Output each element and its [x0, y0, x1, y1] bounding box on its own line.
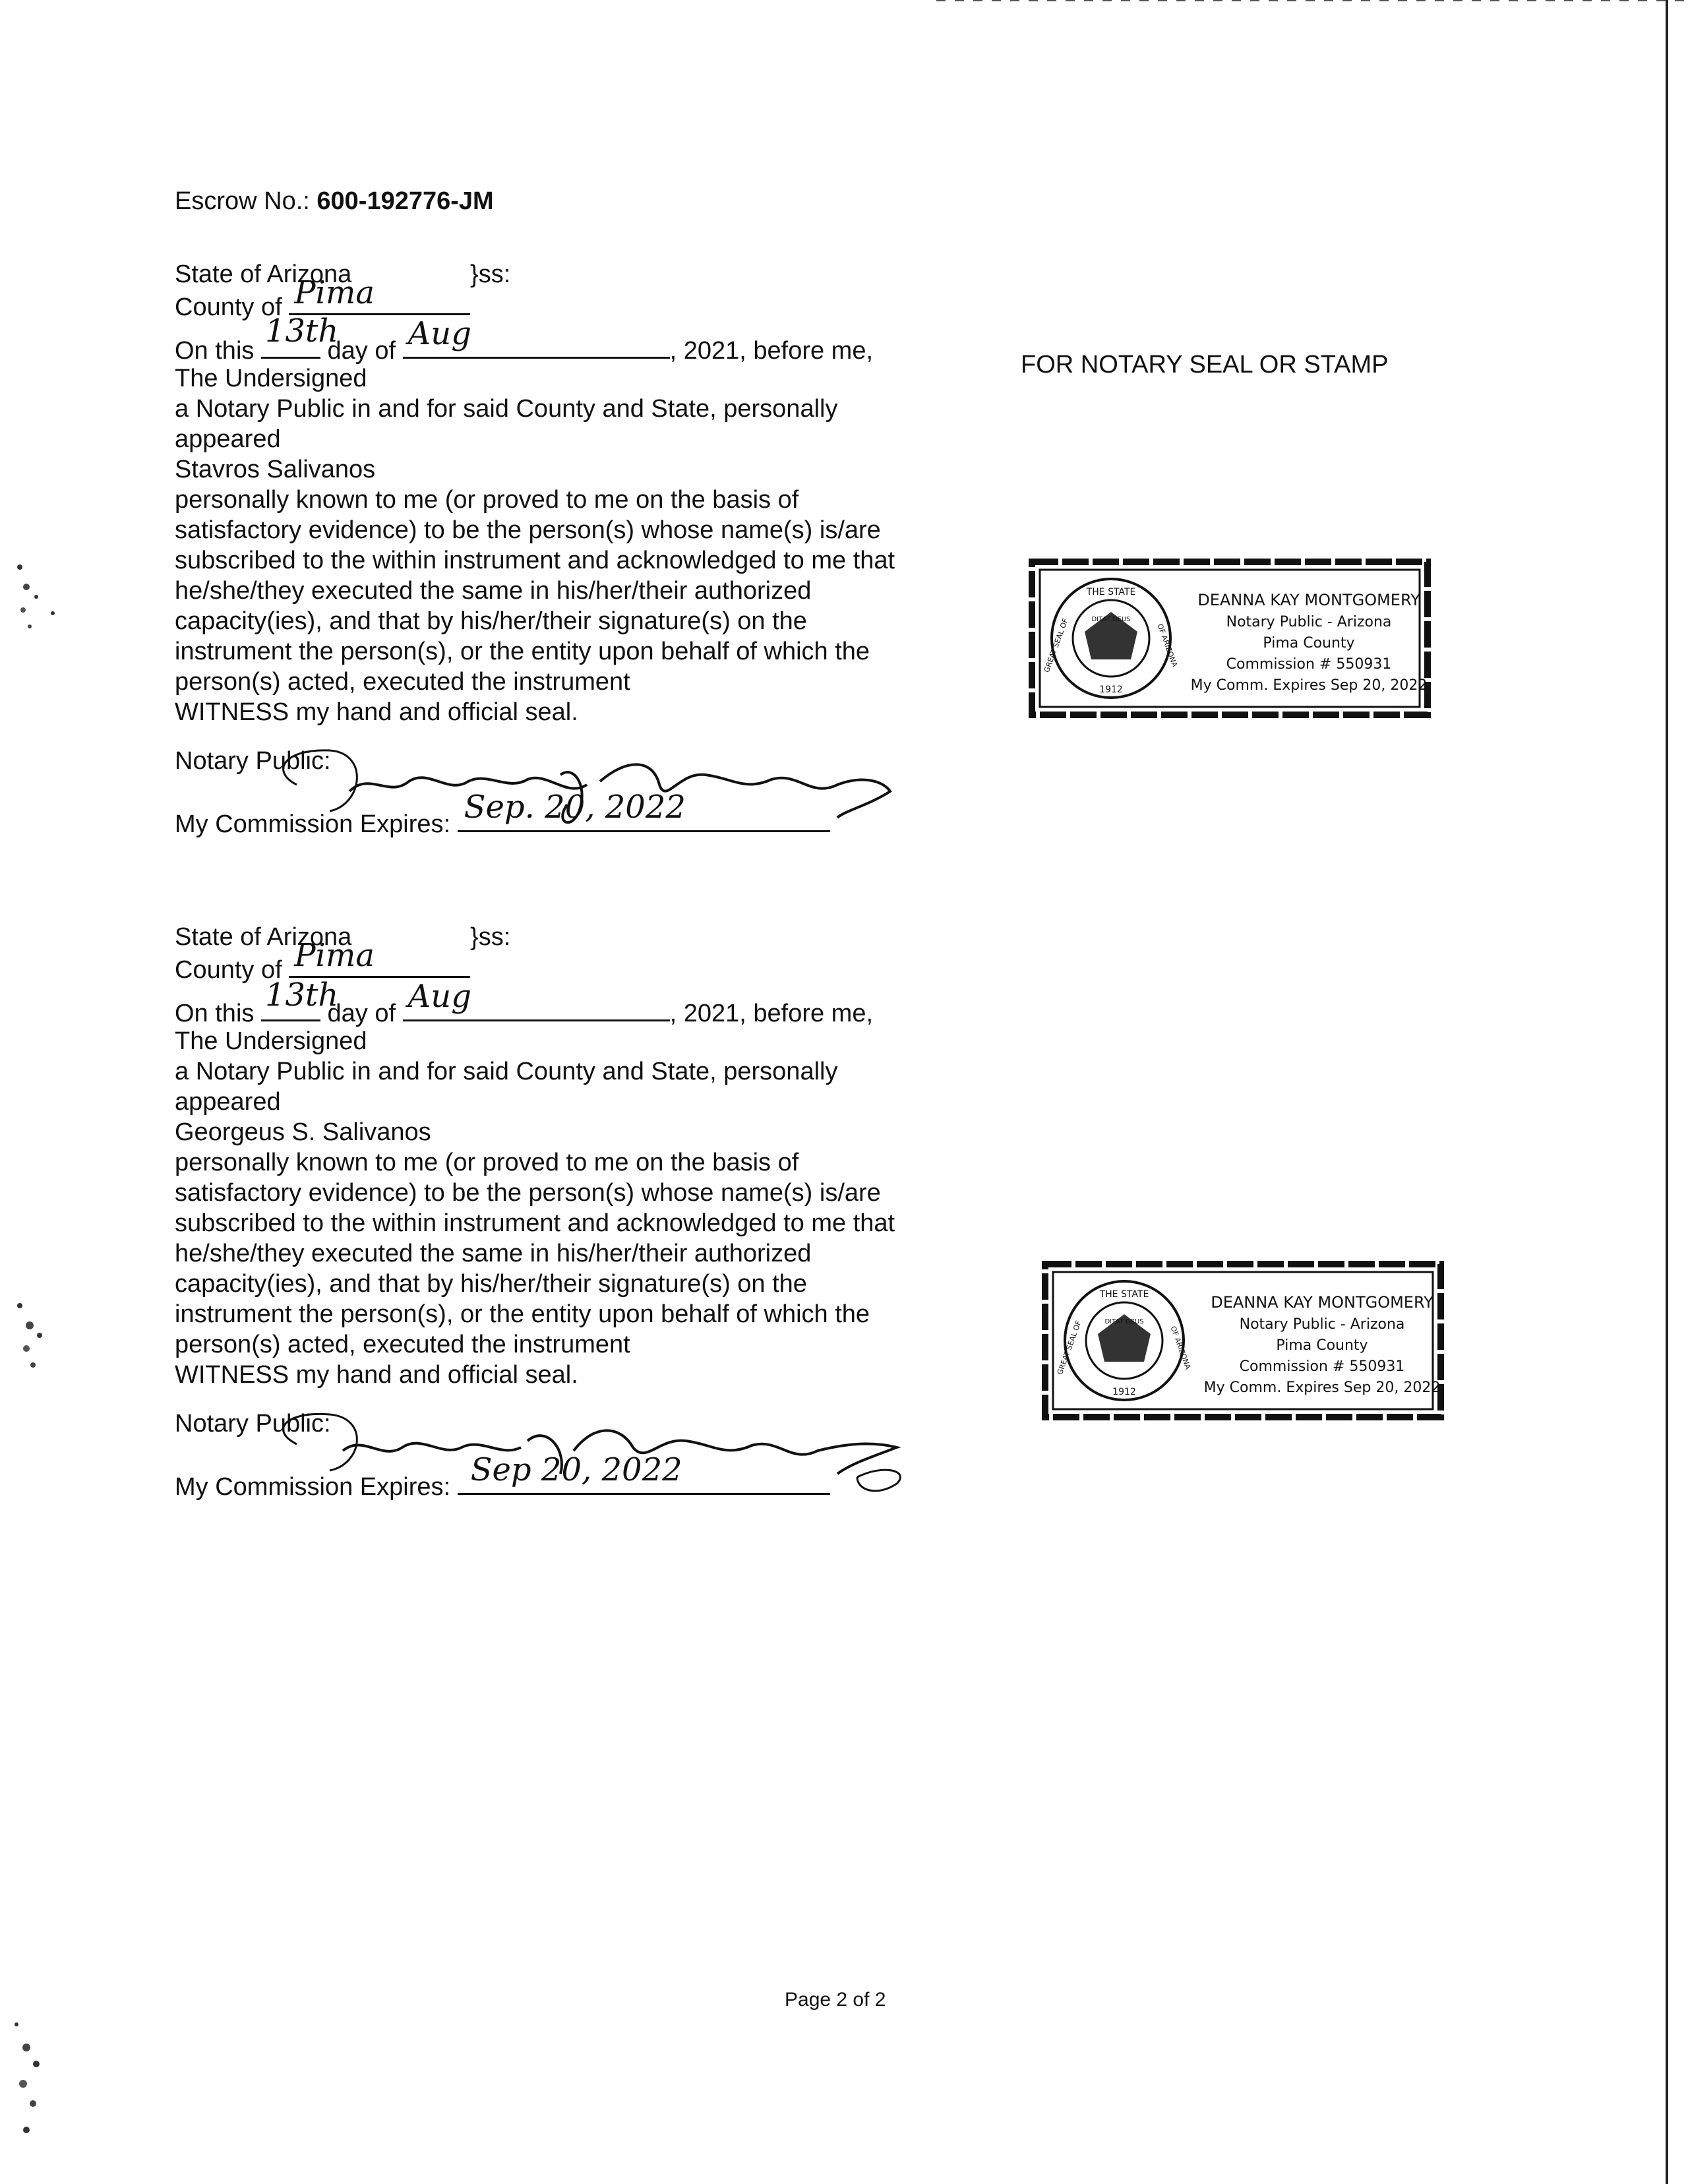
- body-line: satisfactory evidence) to be the person(s) whose name(s) is/are: [175, 1179, 881, 1207]
- month-fill: [403, 978, 670, 1021]
- body-line: capacity(ies), and that by his/her/their signature(s) on the: [175, 1270, 807, 1298]
- appeared: appeared: [175, 1088, 281, 1116]
- body-line: subscribed to the within instrument and acknowledged to me that: [175, 1209, 895, 1237]
- seal-year: 1912: [1099, 684, 1123, 695]
- body-line: he/she/they executed the same in his/her/their authorized: [175, 1240, 812, 1267]
- stamp-county: Pima County: [1263, 635, 1355, 652]
- notary-seal-label: FOR NOTARY SEAL OR STAMP: [1021, 351, 1389, 379]
- notary-stamp-1: [1025, 554, 1434, 725]
- stamp-county: Pima County: [1276, 1337, 1368, 1354]
- county-line: County of Pima: [175, 289, 966, 320]
- day-fill: [261, 313, 339, 359]
- scan-specks-3: [7, 2018, 59, 2150]
- scan-specks-1: [7, 561, 59, 653]
- body-line: person(s) acted, executed the instrument: [175, 1331, 630, 1358]
- notary-signature-2: [264, 1411, 923, 1510]
- seal-motto: DITAT DEUS: [1104, 1318, 1144, 1325]
- date-line: On this 13th day of Aug , 2021, before me,: [175, 313, 874, 365]
- date-line: On this 13th day of Aug , 2021, before me,: [175, 977, 874, 1027]
- undersigned: The Undersigned: [175, 365, 367, 392]
- seal-ring-right: OF ARIZONA: [1155, 622, 1180, 669]
- seal-ring-top: THE STATE: [1099, 1289, 1149, 1300]
- day-fill: [261, 977, 339, 1021]
- month-handwritten: Aug: [407, 978, 471, 1015]
- stamp-expires: My Comm. Expires Sep 20, 2022: [1190, 677, 1428, 694]
- body-line: subscribed to the within instrument and acknowledged to me that: [175, 547, 895, 574]
- escrow-number: 600-192776-JM: [316, 187, 494, 215]
- stamp-name: DEANNA KAY MONTGOMERY: [1211, 1293, 1433, 1312]
- county-line: County of Pima: [175, 952, 966, 983]
- person-name: Georgeus S. Salivanos: [175, 1118, 431, 1146]
- notary-signature-1: [257, 745, 917, 844]
- county-handwritten: Pima: [294, 274, 375, 311]
- county-fill: [289, 274, 470, 315]
- body-line: personally known to me (or proved to me on the basis of: [175, 1149, 799, 1176]
- stamp-name: DEANNA KAY MONTGOMERY: [1197, 591, 1420, 609]
- day-handwritten: 13th: [264, 313, 339, 349]
- body-line: satisfactory evidence) to be the person(s) whose name(s) is/are: [175, 516, 881, 544]
- stamp-title: Notary Public - Arizona: [1226, 614, 1392, 630]
- month-fill: [403, 315, 670, 359]
- notary-line: a Notary Public in and for said County and State, personally: [175, 395, 838, 423]
- body-line: capacity(ies), and that by his/her/their signature(s) on the: [175, 607, 807, 635]
- body-line: personally known to me (or proved to me on the basis of: [175, 486, 799, 514]
- seal-ring-top: THE STATE: [1086, 587, 1136, 597]
- body-line: person(s) acted, executed the instrument: [175, 668, 630, 696]
- stamp-title: Notary Public - Arizona: [1239, 1316, 1405, 1333]
- escrow-line: [175, 186, 494, 216]
- body-line: instrument the person(s), or the entity upon behalf of which the: [175, 638, 870, 665]
- witness-line: WITNESS my hand and official seal.: [175, 1361, 578, 1389]
- escrow-label: Escrow No.:: [175, 187, 310, 215]
- seal-ring-right: OF ARIZONA: [1168, 1325, 1193, 1371]
- scan-edge-line: [1666, 0, 1668, 2184]
- stamp-commission: Commission # 550931: [1226, 656, 1392, 673]
- state-line: State of Arizona }ss:: [175, 260, 511, 288]
- scan-top-edge: [936, 0, 1688, 1]
- month-handwritten: Aug: [407, 315, 471, 352]
- page-number: Page 2 of 2: [785, 1989, 886, 2011]
- state-line: State of Arizona }ss:: [175, 923, 511, 951]
- seal-motto: DITAT DEUS: [1091, 616, 1131, 623]
- county-fill: [289, 937, 470, 978]
- expires-line: My Commission Expires: Sep 20, 2022: [175, 1469, 966, 1500]
- witness-line: WITNESS my hand and official seal.: [175, 698, 578, 726]
- scan-specks-2: [7, 1299, 59, 1391]
- ss-mark: }ss:: [470, 923, 511, 951]
- person-name: Stavros Salivanos: [175, 456, 376, 483]
- notary-public-line: Notary Public:: [175, 747, 331, 775]
- seal-ring-left: GREAT SEAL OF: [1055, 1320, 1083, 1376]
- stamp-commission: Commission # 550931: [1239, 1358, 1405, 1375]
- notary-line: a Notary Public in and for said County and State, personally: [175, 1058, 838, 1085]
- stamp-expires: My Comm. Expires Sep 20, 2022: [1203, 1380, 1441, 1396]
- appeared: appeared: [175, 425, 281, 453]
- expires-handwritten: Sep 20, 2022: [470, 1451, 682, 1488]
- undersigned: The Undersigned: [175, 1027, 367, 1055]
- notary-public-line: Notary Public:: [175, 1410, 331, 1438]
- expires-line: My Commission Expires: Sep. 20, 2022: [175, 806, 966, 837]
- seal-ring-left: GREAT SEAL OF: [1042, 617, 1070, 674]
- notary-stamp-2: [1039, 1256, 1447, 1428]
- county-handwritten: Pima: [294, 937, 375, 974]
- day-handwritten: 13th: [264, 977, 339, 1014]
- body-line: he/she/they executed the same in his/her/their authorized: [175, 577, 812, 605]
- seal-year: 1912: [1112, 1387, 1136, 1397]
- ss-mark: }ss:: [470, 260, 511, 288]
- expires-handwritten: Sep. 20, 2022: [464, 789, 686, 826]
- body-line: instrument the person(s), or the entity upon behalf of which the: [175, 1300, 870, 1328]
